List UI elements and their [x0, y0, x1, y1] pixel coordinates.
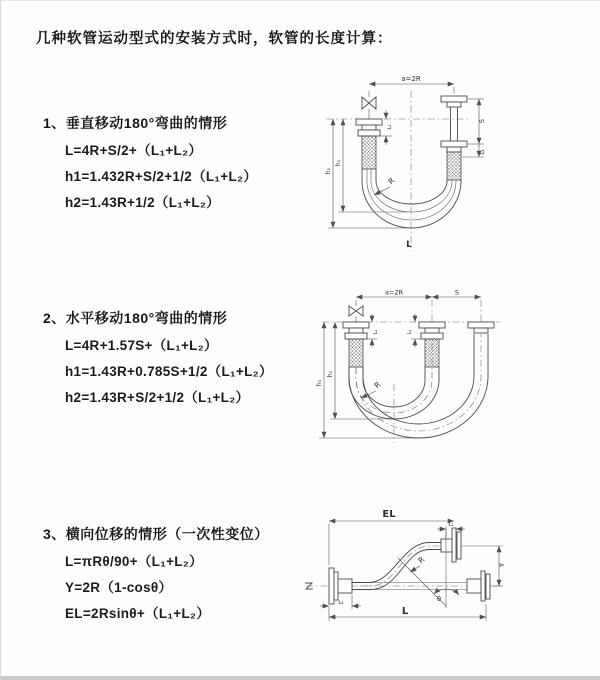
label-a-2r: a=2R [384, 288, 404, 297]
label-l1: L₁ [387, 124, 393, 130]
dimension-s [432, 289, 481, 298]
label-r: R [372, 379, 383, 391]
label-el: EL [382, 509, 396, 520]
u-bend-hose [362, 169, 461, 228]
braided-hose-section [425, 339, 439, 367]
formula-line: h1=1.432R+S/2+1/2（L₁+L₂） [65, 169, 258, 184]
section-3 [43, 524, 269, 627]
braided-hose-section [447, 152, 461, 180]
middle-flange-fitting [419, 322, 445, 367]
section-2-formulas [65, 333, 273, 411]
label-theta: θ [437, 595, 441, 603]
dimension-a-2r [356, 289, 432, 298]
label-l2: L₂ [407, 329, 413, 335]
formula-line: EL=2Rsinθ+（L₁+L₂） [65, 606, 211, 621]
label-r: R [386, 175, 397, 187]
s-curve-hose [352, 528, 461, 590]
label-l1: L₁ [373, 329, 379, 335]
formula-line: h1=1.43R+0.785S+1/2（L₁+L₂） [65, 364, 273, 379]
hose-centerline [346, 546, 451, 586]
formula-line: Y=2R（1-cosθ） [65, 580, 173, 595]
left-flange-fitting [356, 119, 382, 169]
left-flange-fitting [329, 568, 352, 604]
valve-icon [362, 91, 376, 119]
dimension-l1 [376, 110, 393, 145]
section-1 [43, 113, 257, 216]
formula-line: L=πRθ/90+（L₁+L₂） [65, 554, 203, 569]
dimension-l2 [320, 595, 361, 609]
section-3-formulas [65, 549, 269, 627]
section-2 [43, 308, 273, 411]
dimension-a-2r [369, 75, 454, 93]
label-r: R [416, 554, 427, 566]
label-l: L [406, 240, 412, 250]
section-1-heading: 1、垂直移动180°弯曲的情形 [43, 115, 228, 131]
dimension-l2 [407, 314, 425, 347]
section-3-heading: 3、横向位移的情形（一次性变位） [43, 526, 269, 542]
label-l2: L₂ [480, 149, 486, 155]
dimension-l1 [363, 314, 379, 347]
right-flange-fitting [468, 322, 494, 333]
right-pipe-fittings [441, 96, 467, 180]
label-h2: h₂ [327, 370, 334, 378]
diagram-horizontal-180-bend [314, 288, 600, 473]
dimension-el [329, 509, 454, 565]
section-2-heading: 2、水平移动180°弯曲的情形 [43, 310, 228, 326]
label-s: S [454, 288, 460, 297]
diagram-vertical-180-bend [316, 71, 586, 258]
formula-line: L=4R+S/2+（L₁+L₂） [65, 143, 203, 158]
dimension-l [329, 604, 486, 621]
valve-icon [349, 300, 363, 322]
formula-line: h2=1.43R+1/2（L₁+L₂） [65, 195, 220, 210]
braided-hose-section [362, 136, 376, 169]
section-1-formulas [65, 138, 257, 216]
formula-line: L=4R+1.57S+（L₁+L₂） [65, 338, 218, 353]
diagram-lateral-displacement [301, 501, 600, 653]
label-h1: h₁ [316, 379, 323, 387]
left-flange-fitting [343, 322, 369, 367]
label-l2: L₂ [338, 600, 344, 606]
radius-leader [374, 176, 396, 195]
u-bend-hose [349, 334, 488, 438]
label-l: L [401, 606, 409, 617]
page-title: 几种软管运动型式的安装方式时，软管的长度计算： [36, 31, 393, 47]
label-y: Y [498, 562, 506, 568]
braided-hose-section [349, 339, 363, 367]
formula-line: h2=1.43R+S/2+1/2（L₁+L₂） [65, 390, 250, 405]
dimension-s [468, 99, 486, 144]
label-s: S [478, 118, 486, 124]
label-h1: h₁ [325, 167, 332, 175]
label-l1: L₁ [448, 522, 454, 528]
label-a-2r: a=2R [401, 75, 421, 83]
label-h2: h₂ [335, 159, 342, 167]
